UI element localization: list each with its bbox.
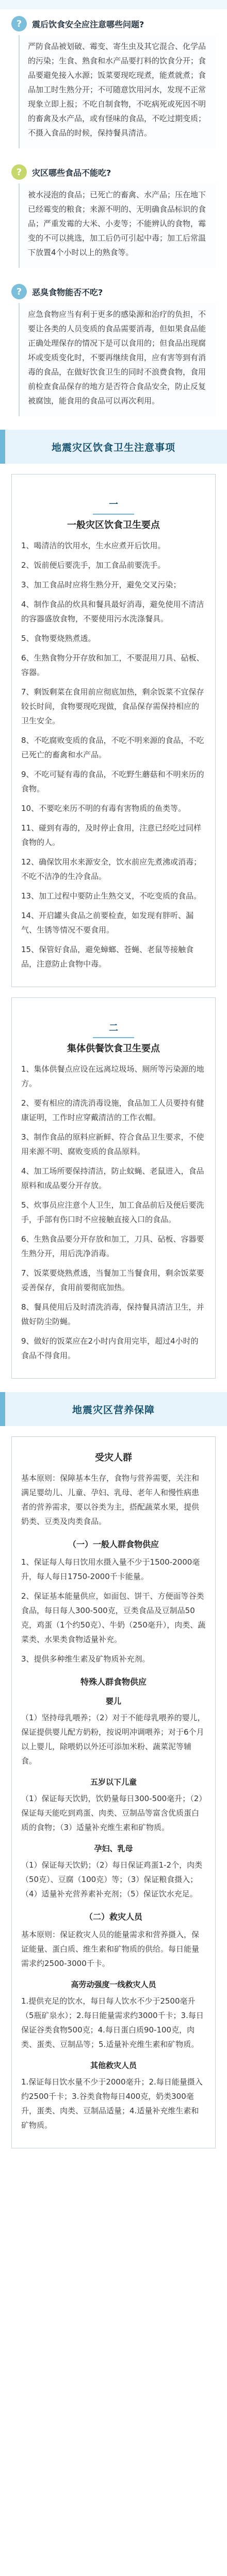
qa-title-text-3: 恶臭食物能否不吃? <box>32 287 103 297</box>
question-icon: ? <box>11 164 27 180</box>
question-icon: ? <box>11 16 27 31</box>
list-item: 5、炊事员应注意个人卫生，加工食品前后及便后要洗手，手部有伤口时不应接触直接入口的食品。 <box>21 1200 204 1224</box>
group-title-infant: 婴儿 <box>105 1697 121 1706</box>
group-text-infant: （1）坚持母乳喂养；（2）对于不能母乳喂养的婴儿，保证提供婴儿配方奶粉，按说明冲调喂养；对于6个月以上婴儿，除喂奶以外还可添加米粉、蔬菜泥等辅食。 <box>21 1713 205 1766</box>
list-item: 4、加工场所要保持清洁，防止蚊蝇、老鼠进入，食品原料和成品要分开存放。 <box>21 1166 204 1190</box>
section-number-underline <box>93 1037 134 1038</box>
group-title-high-intensity: 高劳动强度一线救灾人员 <box>71 1980 156 1989</box>
group-text-other-rescue: 1.保证每日饮水量不少于2000毫升；2.每日能量摄入约2500千卡；3.谷类食物每日400克，奶类300毫升，蛋类、肉类、豆制品适量；4.适量补充维生素和矿物质。 <box>21 2077 203 2130</box>
qa-title-3 <box>11 280 216 303</box>
group-title-child: 五岁以下儿童 <box>90 1777 137 1787</box>
list-item: 2、保证基本能量供应，如面包、饼干、方便面等谷类食品，每日每人300-500克，豆类食品及豆制品50克，鸡蛋（1个约50克）、牛奶（250毫升），肉类、蔬菜类、水果类食物适量补充。 <box>21 1591 206 1644</box>
question-icon: ? <box>11 284 27 299</box>
qa-block-2 <box>11 158 216 268</box>
banner-title: 地震灾区营养保障 <box>72 1404 155 1416</box>
list-item: 15、保管好食品，避免蟑螂、苍蝇、老鼠等接触食品，注意防止食物中毒。 <box>21 945 194 969</box>
list-item: 9、不吃可疑有毒的食品，不吃野生蘑菇和不明来历的食物。 <box>21 770 204 793</box>
panel-group-catering <box>11 997 216 1379</box>
list-item: 4、制作食品的炊具和餐具最好消毒，避免使用不清洁的容器盛放食物，不要使用污水洗涤餐具。 <box>21 600 204 623</box>
list-item: 5、食物要烧熟煮透。 <box>21 634 96 643</box>
panel-general-hygiene <box>11 474 216 987</box>
group-text-pregnant: （1）保证每天饮奶；（2）每日保证鸡蛋1-2个，肉类（50克）、豆腐（100克）等；（3）保证粮食摄入；（4）适量补充营养素补充剂；（5）保证饮水充足。 <box>21 1860 203 1899</box>
qa-body-2: 被水浸泡的食品；已死亡的畜禽、水产品；压在地下已经霉变的粮食；来源不明的、无明确食品标识的食品；严重发霉的大米、小麦等；不能辨认的食物，霉变的不可以挑选，加工后仍可引起中毒；加工后常温下放置4个小时以上的熟食等。 <box>19 183 216 268</box>
qa-block-1 <box>11 9 216 148</box>
list-item: 6、生熟食物分开存放和加工，不要混用刀具、砧板、容器。 <box>21 653 204 677</box>
qa-block-3 <box>11 277 216 416</box>
list-item: 13、加工过程中要防止生熟交叉，不吃变质的食品。 <box>21 891 202 901</box>
list-item: 6、生熟食品要分开存放和加工，刀具、砧板、容器要生熟分开，用后洗净消毒。 <box>21 1234 204 1258</box>
list-item: 9、做好的饭菜应在2小时内食用完毕，超过4小时的食品不得食用。 <box>21 1336 199 1360</box>
intro-paragraph: 基本原则：保障基本生存，食物与营养需要，关注和满足婴幼儿、儿童、孕妇、乳母、老年人和慢性病患者的营养需求，要以谷类为主，搭配蔬菜水果，提供奶类、豆类及肉类食品。 <box>21 1473 200 1526</box>
panel-title: 受灾人群 <box>95 1452 132 1463</box>
list-item: 14、开启罐头食品之前要检查，如发现有胖听、漏气、生锈等情况不要食用。 <box>21 911 194 935</box>
panel-title: 集体供餐饮食卫生要点 <box>67 1043 160 1054</box>
list-item: 7、饭菜要烧熟煮透，当餐加工当餐食用，剩余饭菜要妥善保存，食用前要彻底加热。 <box>21 1268 204 1292</box>
list-item: 1、集体供餐点应设在远离垃圾场、厕所等污染源的地方。 <box>21 1064 204 1088</box>
banner-title: 地震灾区饮食卫生注意事项 <box>51 442 175 453</box>
qa-title-1 <box>11 12 216 35</box>
panel-nutrition <box>11 1436 216 2148</box>
list-item: 10、不要吃来历不明的有毒有害物质的鱼类等。 <box>21 804 186 813</box>
banner-accent-bar <box>0 430 5 464</box>
top-decoration <box>0 0 227 9</box>
list-item: 1、喝清洁的饮用水，生水应煮开后饮用。 <box>21 541 166 550</box>
section-number-underline <box>93 514 134 515</box>
list-item: 3、制作食品的原料应新鲜、符合食品卫生要求，不使用来源不明、腐败变质的食品原料。 <box>21 1132 204 1156</box>
group-text-high-intensity: 1.提供充足的饮水，每日每人饮水不少于2500毫升（5瓶矿泉水）；2.每日能量需求约3000千卡；3.每日保证谷类食物500克；4.每日蛋白质90-100克，肉类、蛋类、豆制品等；5.适量补充维生素和矿物质。 <box>21 1996 204 2049</box>
qa-title-text-1: 震后饮食安全应注意哪些问题? <box>32 19 144 29</box>
group-text-child: （1）保证每天饮奶，饮奶量每日300-500毫升；（2）保证每天能吃到鸡蛋、肉类、豆制品等富含优质蛋白质的食物；（3）适量补充维生素和矿物质。 <box>21 1794 203 1832</box>
list-item: 1、保证每人每日饮用水摄入量不少于1500-2000毫升，每人每日1750-2000千卡能量。 <box>21 1557 200 1581</box>
list-item: 12、确保饮用水来源安全，饮水前应先煮沸或消毒；不吃不洁净的生冷食品。 <box>21 857 202 881</box>
list-item: 7、剩饭剩菜在食用前应彻底加热，剩余饭菜不宜保存较长时间，食物要现吃现做，食品保存需保持相应的卫生安全。 <box>21 687 204 725</box>
section-number: 一 <box>109 499 118 510</box>
panel-title: 一般灾区饮食卫生要点 <box>67 520 160 531</box>
list-item: 2、要有相应的清洗消毒设施，食品加工人员要持有健康证明，工作时应穿戴清洁的工作衣帽。 <box>21 1098 204 1122</box>
subsection-title: （一）一般人群食物供应 <box>68 1539 159 1549</box>
list-item: 3、提供多种维生素及矿物质补充剂。 <box>21 1654 150 1664</box>
qa-title-2 <box>11 161 216 183</box>
section-banner-nutrition <box>0 1392 227 1426</box>
list-item: 11、碰到有毒的，及时停止食用，注意已经吃过同样食物的人。 <box>21 823 202 847</box>
banner-accent-bar <box>0 1392 5 1426</box>
rescue-intro: 基本原则：保证救灾人员的能量需求和营养摄入，保证能量、蛋白质、维生素和矿物质的供给。每日能量需求约2500-3000千卡。 <box>21 1930 200 1968</box>
qa-title-text-2: 灾区哪些食品不能吃? <box>32 167 111 178</box>
section-banner-food-hygiene <box>0 430 227 464</box>
section-number: 二 <box>109 1023 118 1033</box>
subsection-title: （二）救灾人员 <box>84 1912 142 1922</box>
list-item: 2、饭前便后要洗手，加工食品前要洗手。 <box>21 561 166 570</box>
qa-body-1: 严防食品被划破、霉变、寄生虫及其它混合、化学品的污染；生食、熟食和水产品要打料的饮食分开；食品要避免接入水源；饭菜要现吃现煮，能煮就煮；食品加工时生熟分开；不可随意饮用河水，发现不正常现象立即上报；不吃自制食物，不吃病死或死因不明的畜禽及水产品，或有怪味的食品，不吃过期变质；不摄入食品的时候，保持餐具清洁。 <box>19 35 216 148</box>
subsection-title: 特殊人群食物供应 <box>80 1677 147 1687</box>
group-title-pregnant: 孕妇、乳母 <box>94 1844 133 1853</box>
group-title-other-rescue: 其他救灾人员 <box>90 2061 137 2070</box>
list-item: 3、加工食品时应将生熟分开，避免交叉污染； <box>21 580 181 589</box>
qa-body-3: 应急食物应当有利于更多的感染源和治疗的负担，不要让各类的人员变质的食品需要消毒，但如果食品能正确处理保存的情况下是可以食用的；但食品出现腐坏或变质变化时，不要再继续食用，应有害等到有消毒的食品，在做好饮食卫生的同时不浪费食物，食用前检查食品保存的地方是否符合食品安全，防止反复被腐蚀，能食用的食品可以再次利用。 <box>19 303 216 416</box>
list-item: 8、不吃腐败变质的食品，不吃不明来源的食品，不吃已死亡的畜禽和水产品。 <box>21 736 204 759</box>
list-item: 8、餐具使用后及时清洗消毒，保持餐具清洁卫生，并做好防尘防蝇。 <box>21 1302 204 1326</box>
